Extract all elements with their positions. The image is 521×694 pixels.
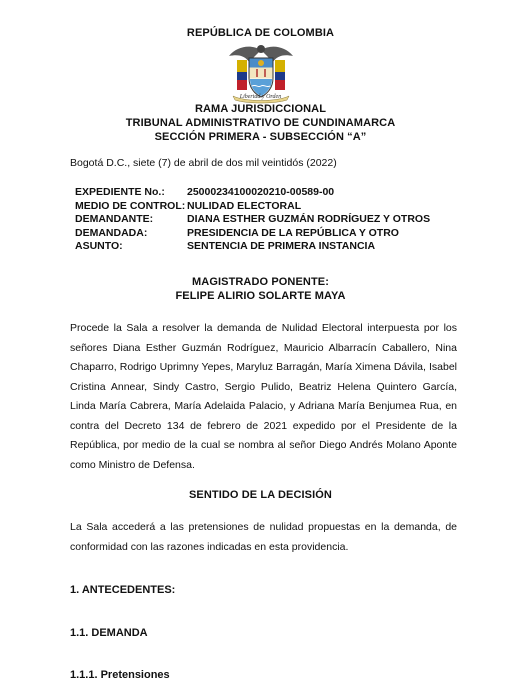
tribunal-title: TRIBUNAL ADMINISTRATIVO DE CUNDINAMARCA xyxy=(125,117,396,129)
case-info-label: MEDIO DE CONTROL: xyxy=(75,199,186,212)
decision-paragraph: La Sala accederá a las pretensiones de nulidad propuestas en la demanda, de conformidad con las razones indicadas en esta providencia. xyxy=(70,521,457,553)
case-info-label: DEMANDANTE: xyxy=(75,213,154,225)
case-info-label: DEMANDADA: xyxy=(75,226,148,239)
case-info-label: ASUNTO: xyxy=(75,240,123,252)
section-heading-antecedentes: 1. ANTECEDENTES: xyxy=(70,584,176,596)
case-info-value: SENTENCIA DE PRIMERA INSTANCIA xyxy=(187,240,376,252)
section-heading-demanda: 1.1. DEMANDA xyxy=(70,627,148,639)
case-info-value: DIANA ESTHER GUZMÁN RODRÍGUEZ Y OTROS xyxy=(187,213,431,225)
dateline: Bogotá D.C., siete (7) de abril de dos mil veintidós (2022) xyxy=(70,157,337,169)
magistrate-title: MAGISTRADO PONENTE: xyxy=(192,276,329,288)
case-info-value: 25000234100020210-00589-00 xyxy=(187,186,335,198)
magistrate-name: FELIPE ALIRIO SOLARTE MAYA xyxy=(175,290,346,302)
branch-title: RAMA JURISDICCIONAL xyxy=(194,103,327,115)
republic-title: REPÚBLICA DE COLOMBIA xyxy=(186,27,335,39)
crest-motto: Libertad y Orden xyxy=(239,94,282,100)
case-info-value: NULIDAD ELECTORAL xyxy=(187,199,302,212)
intro-paragraph: Procede la Sala a resolver la demanda de Nulidad Electoral interpuesta por los señores Diana Esther Guzmán Rodríguez, Mauricio Albarracín Caballero, Nina Chaparro, Rodrigo Uprimny Yepes, Maryluz Barragán, María Ximena Dávila, Isabel Cristina Annear, Sindy Castro, Sergio Pulido, Beatriz Helena Quintero García, Linda María Cabrera, María Adelaida Palacio, y Adriana María Benjumea Rua, en contra del Decreto 134 de febrero de 2021 expedido por el Presidente de la República, por medio de la cual se nombra al señor Diego Andrés Molano Aponte como Ministro de Defensa. xyxy=(70,322,457,471)
section-title: SECCIÓN PRIMERA - SUBSECCIÓN “A” xyxy=(154,131,367,143)
case-info-label: EXPEDIENTE No.: xyxy=(75,186,165,198)
case-info-value: PRESIDENCIA DE LA REPÚBLICA Y OTRO xyxy=(187,226,399,239)
decision-heading: SENTIDO DE LA DECISIÓN xyxy=(189,489,332,501)
section-heading-pretensiones: 1.1.1. Pretensiones xyxy=(70,669,170,681)
